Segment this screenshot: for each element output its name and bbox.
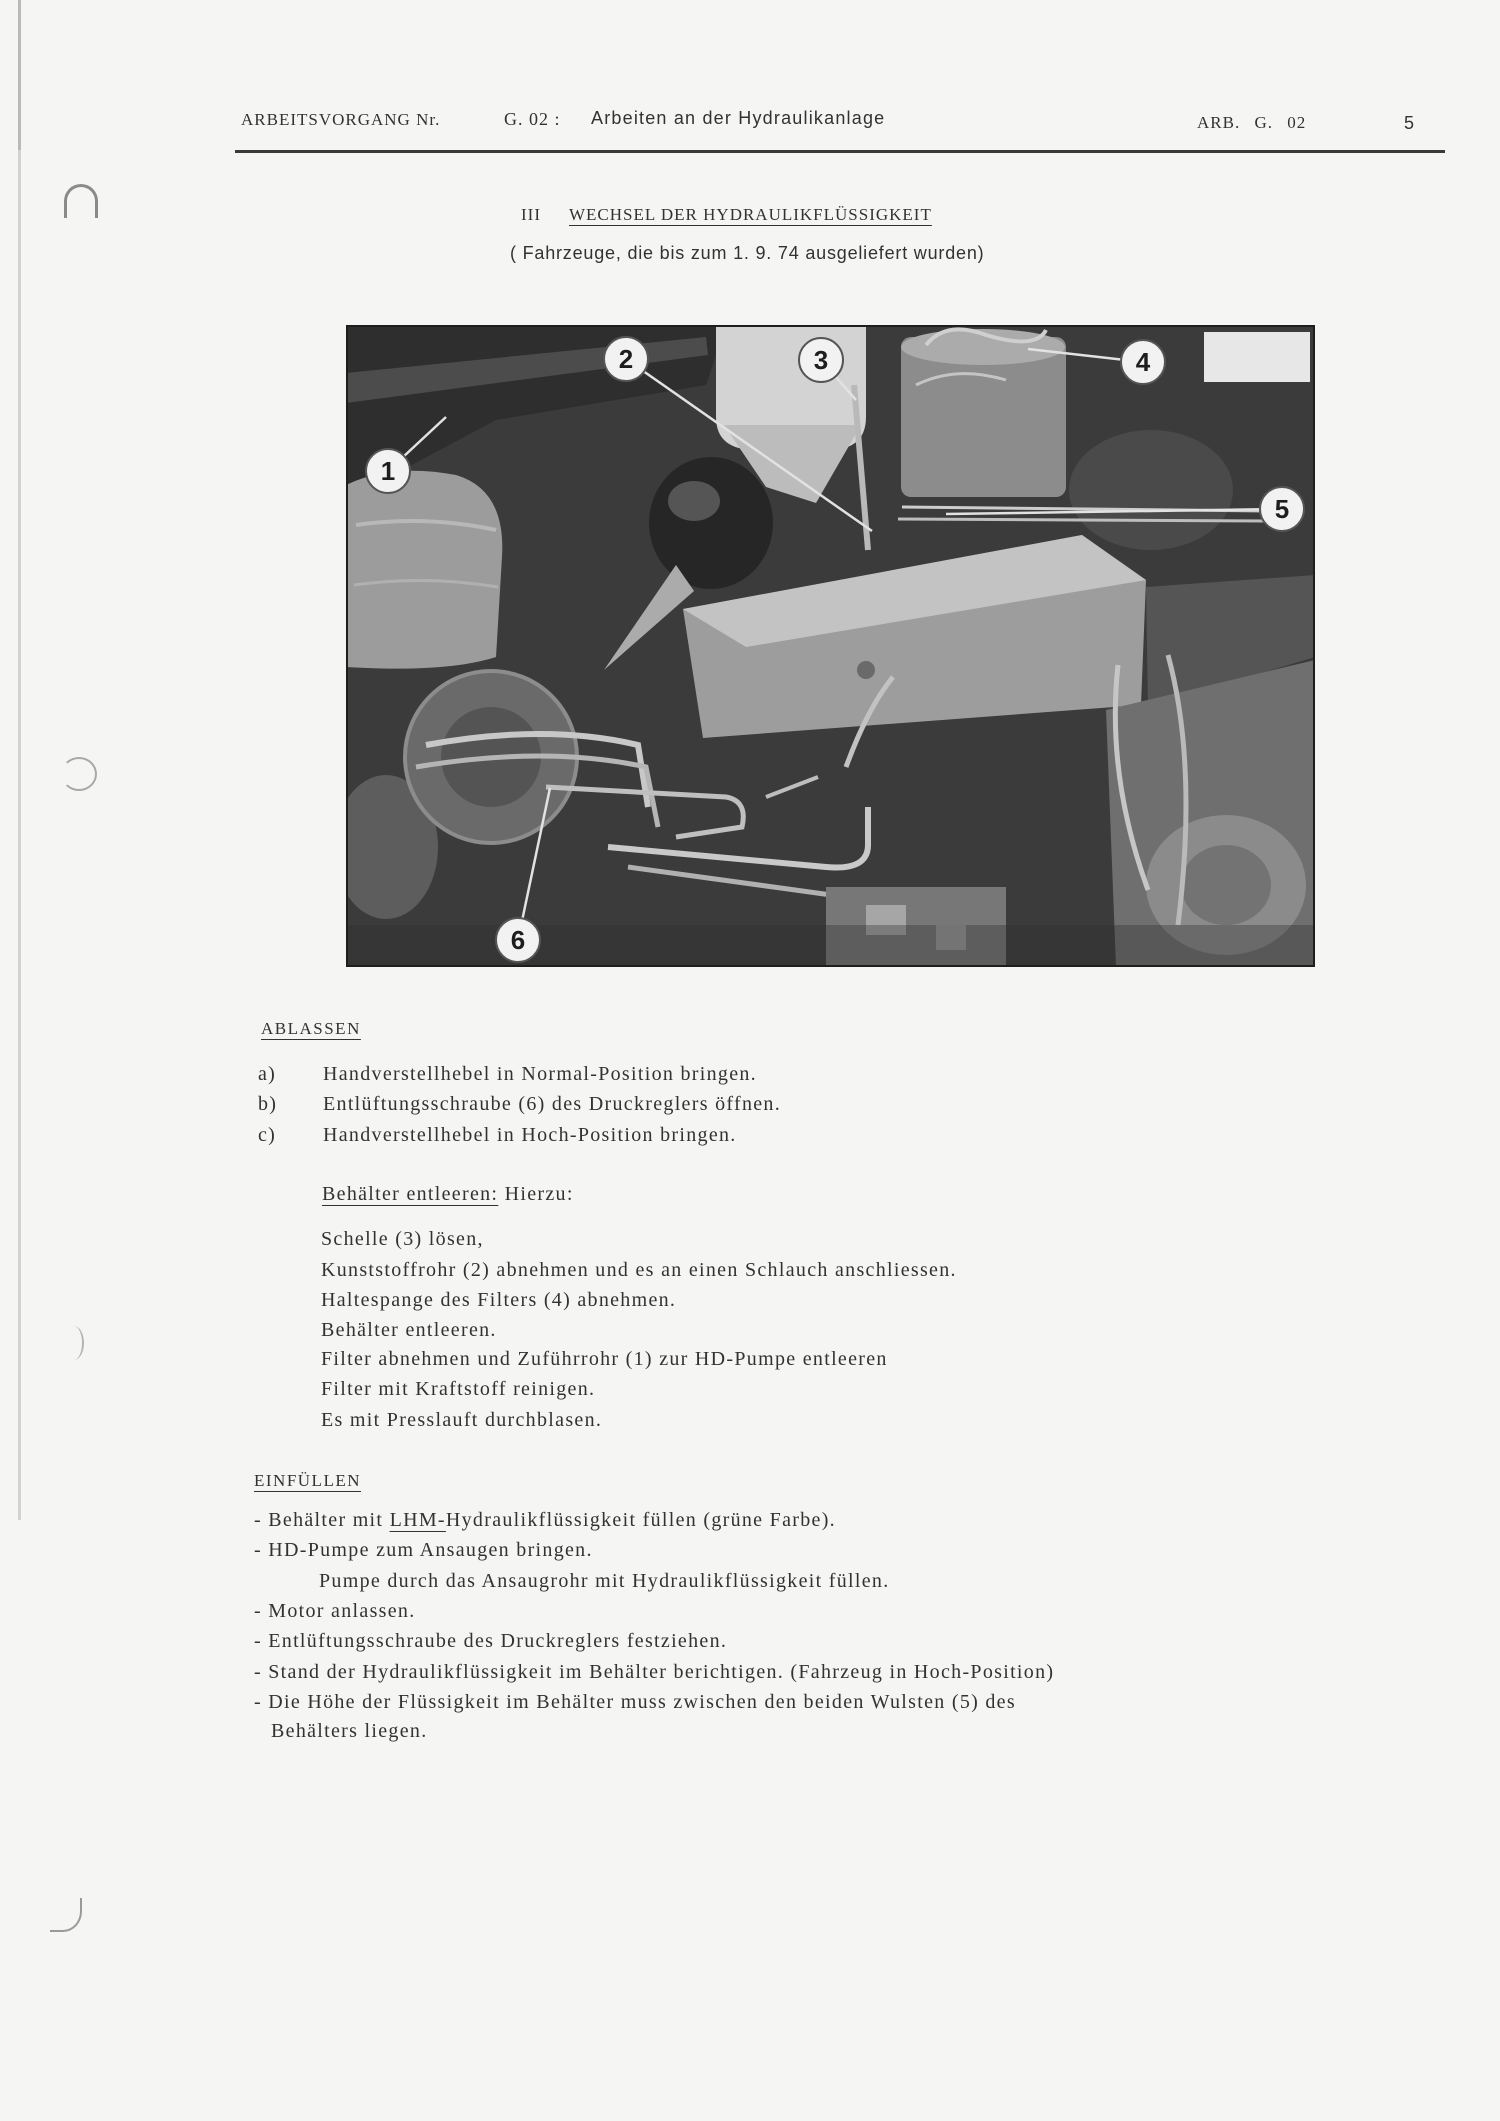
step-text: Handverstellhebel in Hoch-Position bringen. [323,1124,737,1146]
step-text: Entlüftungsschraube (6) des Druckreglers öffnen. [323,1093,782,1115]
scan-edge-line [18,0,21,1520]
empty-tank-label: Behälter entleeren: [322,1183,499,1205]
filling-step-continuation: Behälters liegen. [271,1720,428,1742]
punch-hole-mark [64,1326,84,1360]
filling-step: - Entlüftungsschraube des Druckreglers festziehen. [254,1630,728,1652]
filling-step-detail: Pumpe durch das Ansaugrohr mit Hydraulikflüssigkeit füllen. [319,1570,890,1592]
empty-tank-step: Kunststoffrohr (2) abnehmen und es an einen Schlauch anschliessen. [321,1259,957,1281]
bottom-shadow [346,925,1315,967]
filling-step: - Die Höhe der Flüssigkeit im Behälter muss zwischen den beiden Wulsten (5) des [254,1691,1016,1713]
fluid-type: LHM- [389,1509,446,1531]
cylinder-head-cover [346,471,502,669]
step-marker: a) [258,1063,277,1085]
panel-bolt [857,661,875,679]
callout-number: 3 [813,345,829,375]
empty-tank-step: Schelle (3) lösen, [321,1228,484,1250]
engine-bay-photo-canvas [346,325,1315,967]
callout-number: 2 [618,344,634,374]
empty-tank-step: Haltespange des Filters (4) abnehmen. [321,1289,677,1311]
section-title: WECHSEL DER HYDRAULIKFLÜSSIGKEIT [569,205,932,224]
empty-tank-label-line [322,1182,574,1206]
section-subtitle: ( Fahrzeuge, die bis zum 1. 9. 74 ausgeliefert wurden) [510,243,985,263]
callout-number: 6 [510,925,526,955]
pulley-hub [1181,845,1271,925]
scan-edge-shadow [18,0,21,150]
step-marker: c) [258,1124,277,1146]
empty-tank-step: Filter abnehmen und Zuführrohr (1) zur HD-Pumpe entleeren [321,1348,888,1370]
fluid-step-suffix: Hydraulikflüssigkeit füllen (grüne Farbe). [445,1509,836,1531]
empty-tank-step: Es mit Presslauft durchblasen. [321,1409,603,1431]
level-pipe [898,519,1268,521]
filling-step: - HD-Pumpe zum Ansaugen bringen. [254,1539,593,1561]
filling-step-fluid [254,1508,836,1532]
right-upper-component [1069,430,1233,550]
operation-label: ARBEITSVORGANG Nr. [241,110,441,129]
page-number: 5 [1404,113,1416,133]
callout-number: 4 [1135,347,1151,377]
filling-step: - Stand der Hydraulikflüssigkeit im Behälter berichtigen. (Fahrzeug in Hoch-Position) [254,1661,1055,1683]
callout-number: 1 [380,456,396,486]
accumulator-sphere [649,457,773,589]
fluid-step-prefix: - Behälter mit [254,1509,390,1531]
operation-title: Arbeiten an der Hydraulikanlage [591,108,886,128]
engine-bay-photo [346,325,1315,967]
punch-hole-mark [64,184,98,218]
empty-tank-label-suffix: Hierzu: [504,1183,574,1205]
punch-hole-mark [61,757,97,791]
step-marker: b) [258,1093,278,1115]
header-rule [235,150,1445,153]
punch-hole-mark [50,1898,82,1932]
filling-step: - Motor anlassen. [254,1600,416,1622]
filling-heading: EINFÜLLEN [254,1471,361,1490]
sphere-highlight [668,481,720,521]
reference-code: ARB. G. 02 [1197,113,1307,132]
empty-tank-step: Filter mit Kraftstoff reinigen. [321,1378,596,1400]
draining-heading: ABLASSEN [261,1019,361,1038]
callout-number: 5 [1274,494,1290,524]
section-number: III [521,205,541,224]
empty-tank-step: Behälter entleeren. [321,1319,497,1341]
step-text: Handverstellhebel in Normal-Position bringen. [323,1063,757,1085]
operation-code: G. 02 : [504,109,561,129]
label-plate [1204,332,1310,382]
